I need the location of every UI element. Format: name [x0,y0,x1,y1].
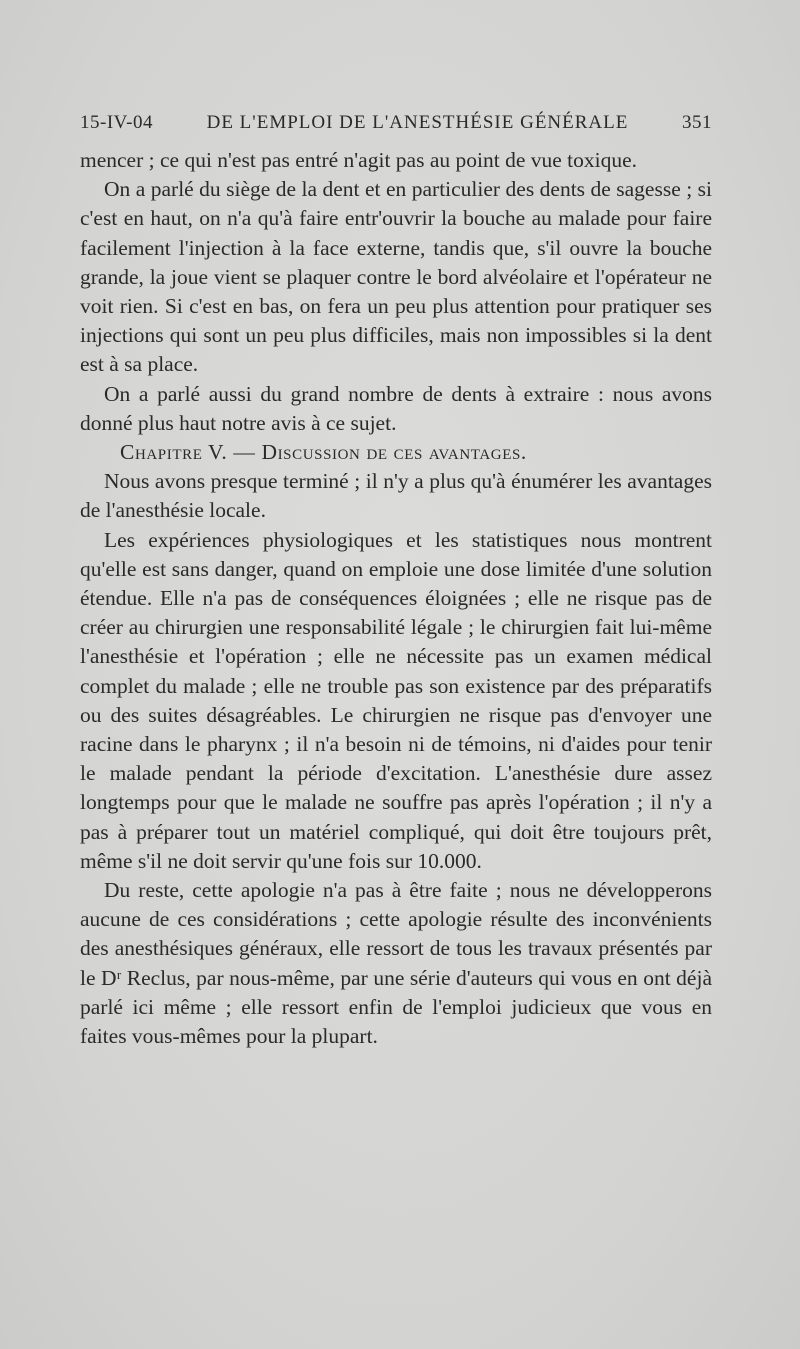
paragraph: mencer ; ce qui n'est pas entré n'agit pas au point de vue toxique. [80,148,638,172]
paragraph: On a parlé aussi du grand nombre de dents à extraire : nous avons donné plus haut notre avis à ce sujet. [80,381,712,435]
chapter-heading: Chapitre V. — Discussion de ces avantages. [120,440,527,465]
page-body [80,146,712,1051]
page-number: 351 [682,112,712,133]
paragraph: Les expériences physiologiques et les statistiques nous montrent qu'elle est sans danger, quand on emploie une dose limitée d'une solution étendue. Elle n'a pas de conséquences éloignées ; elle ne risque pas de créer au chirurgien une responsabilité légale ; le chirurgien fait lui-même l'anesthésie et l'opération ; elle ne nécessite pas un examen médical complet du malade ; elle ne trouble pas son existence par des préparatifs ou des suites désagréables. Le chirurgien ne risque pas d'envoyer une racine dans le pharynx ; il n'a besoin ni de témoins, ni d'aides pour tenir le malade pendant la période d'excitation. L'anesthésie dure assez longtemps pour que le malade ne souffre pas après l'opération ; il n'y a pas à préparer tout un matériel compliqué, qui doit être toujours prêt, même s'il ne doit servir qu'une fois sur 10.000. [80,527,712,873]
paragraph: On a parlé du siège de la dent et en particulier des dents de sagesse ; si c'est en haut, on n'a qu'à faire entr'ouvrir la bouche au malade pour faire facilement l'injection à la face externe, tandis que, s'il ouvre la bouche grande, la joue vient se plaquer contre le bord alvéolaire et l'opérateur ne voit rien. Si c'est en bas, on fera un peu plus attention pour pratiquer ses injections qui sont un peu plus difficiles, mais non impossibles si la dent est à sa place. [80,177,712,377]
paragraph: Nous avons presque terminé ; il n'y a plus qu'à énumérer les avantages de l'anesthésie locale. [80,469,712,523]
paragraph: Du reste, cette apologie n'a pas à être faite ; nous ne développerons aucune de ces considérations ; cette apologie résulte des inconvénients des anesthésiques généraux, elle ressort de tous les travaux présentés par le Dʳ Reclus, par nous-même, par une série d'auteurs qui vous en ont déjà parlé ici même ; elle ressort enfin de l'emploi judicieux que vous en faites vous-mêmes pour la plupart. [80,878,712,1049]
header-date: 15-IV-04 [80,112,153,133]
header-title: DE L'EMPLOI DE L'ANESTHÉSIE GÉNÉRALE [206,112,629,133]
running-header [80,112,712,134]
